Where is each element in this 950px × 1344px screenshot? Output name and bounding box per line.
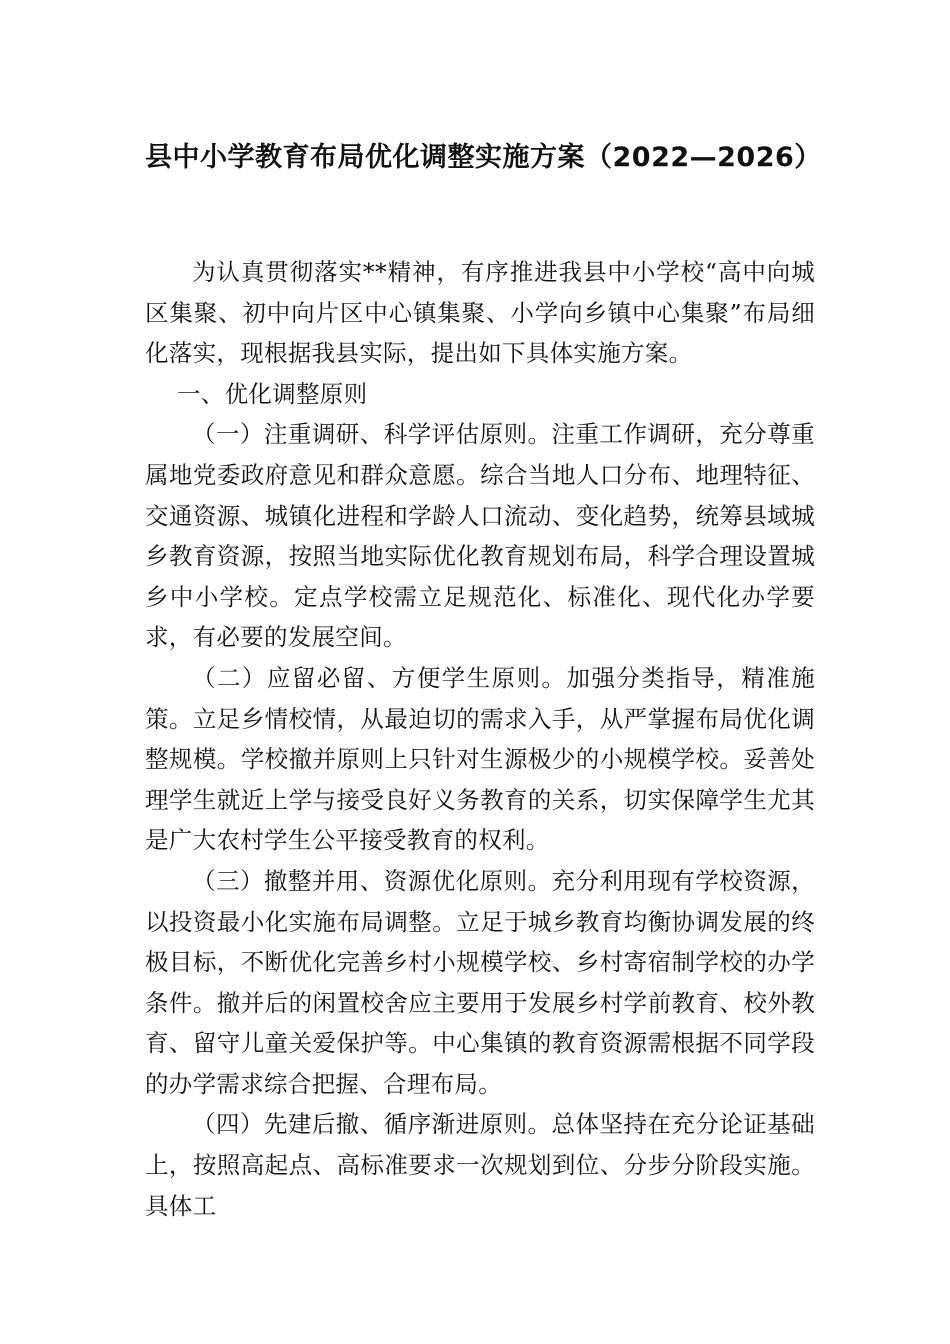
intro-paragraph: 为认真贯彻落实**精神，有序推进我县中小学校“高中向城区集聚、初中向片区中心镇集聚、小学向乡镇中心集聚”布局细化落实，现根据我县实际，提出如下具体实施方案。 [145, 258, 815, 368]
document-title: 县中小学教育布局优化调整实施方案（2022—2026） [145, 142, 822, 173]
document-body [145, 252, 815, 1226]
principle-paragraph-3: （三）撤整并用、资源优化原则。充分利用现有学校资源，以投资最小化实施布局调整。立足于城乡教育均衡协调发展的终极目标，不断优化完善乡村小规模学校、乡村寄宿制学校的办学条件。撤并后的闲置校舍应主要用于发展乡村学前教育、校外教育、留守儿童关爱保护等。中心集镇的教育资源需根据不同学段的办学需求综合把握、合理布局。 [145, 866, 815, 1098]
principle-paragraph-4: （四）先建后撤、循序渐进原则。总体坚持在充分论证基础上，按照高起点、高标准要求一次规划到位、分步分阶段实施。具体工 [145, 1110, 815, 1220]
principle-paragraph-2: （二）应留必留、方便学生原则。加强分类指导，精准施策。立足乡情校情，从最迫切的需求入手，从严掌握布局优化调整规模。学校撤并原则上只针对生源极少的小规模学校。妥善处理学生就近上学与接受良好义务教育的关系，切实保障学生尤其是广大农村学生公平接受教育的权利。 [145, 663, 815, 855]
section-heading-principles: 一、优化调整原则 [177, 379, 368, 408]
principle-paragraph-1: （一）注重调研、科学评估原则。注重工作调研，充分尊重属地党委政府意见和群众意愿。综合当地人口分布、地理特征、交通资源、城镇化进程和学龄人口流动、变化趋势，统筹县域城乡教育资源，按照当地实际优化教育规划布局，科学合理设置城乡中小学校。定点学校需立足规范化、标准化、现代化办学要求，有必要的发展空间。 [145, 420, 815, 652]
